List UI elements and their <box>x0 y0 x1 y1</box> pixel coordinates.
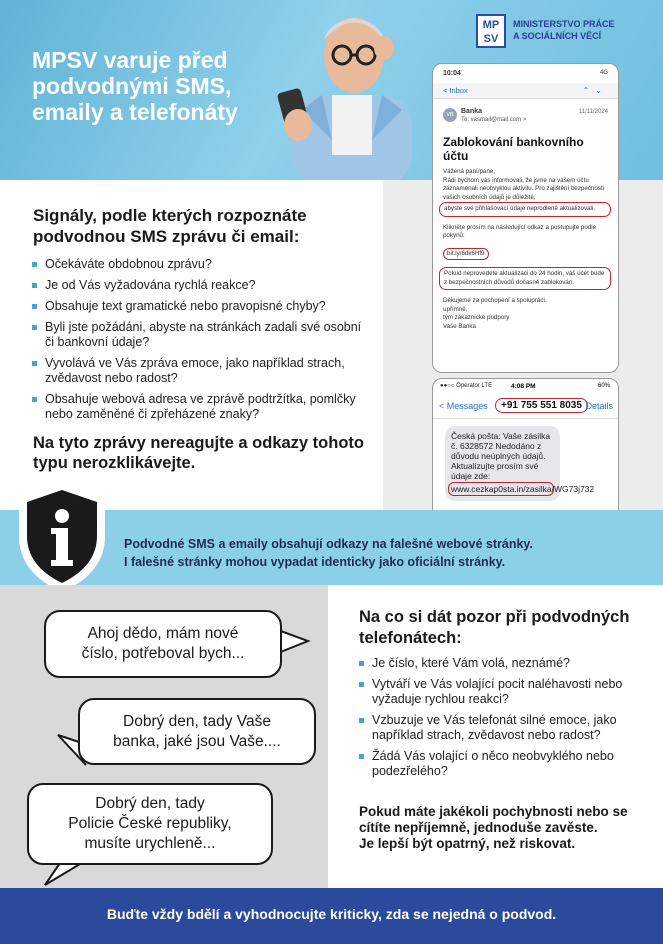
sender-number-highlight: +91 755 551 8035 <box>495 398 588 413</box>
chevron-up-icon: ⌃ <box>582 86 596 95</box>
page-title: MPSV varuje před podvodnými SMS, emaily a telefonáty <box>32 47 238 125</box>
threat-highlight: Pokud neprovedete aktualizaci do 24 hodin, váš účet bude z bezpečnostních důvodů dočasně zablokován. <box>439 267 611 290</box>
list-item: Obsahuje text gramatické nebo pravopisné chyby? <box>32 299 367 314</box>
avatar: VB <box>443 108 457 122</box>
list-item: Žádá Vás volající o něco neobvyklého nebo podezřelého? <box>359 749 634 779</box>
signals-list <box>32 257 367 428</box>
ministry-name: MINISTERSTVO PRÁCE A SOCIÁLNÍCH VĚCÍ <box>513 19 615 41</box>
list-item: Byli jste požádáni, abyste na stránkách zadali své osobní či bankovní údaje? <box>32 320 367 350</box>
square-bullet-icon <box>32 325 37 330</box>
status-time: 10:04 <box>443 70 461 77</box>
speech-bubble-grandson: Ahoj dědo, mám nové číslo, potřeboval bych... <box>44 610 282 678</box>
list-item: Vytváří ve Vás volající pocit naléhavosti nebo vyžaduje rychlou reakci? <box>359 677 634 707</box>
footer-message: Buďte vždy bdělí a vyhodnocujte kriticky, zda se nejedná o podvod. <box>106 906 557 922</box>
square-bullet-icon <box>359 661 364 666</box>
list-item: Vyvolává ve Vás zpráva emoce, jako například strach, zvědavost nebo radost? <box>32 356 367 386</box>
details-link: Details <box>585 401 613 411</box>
worried-man-with-phone-illustration <box>262 0 432 180</box>
email-date: 11/11/2024 <box>578 109 608 115</box>
status-time: 4:08 PM <box>511 383 536 390</box>
speech-bubble-police: Dobrý den, tady Policie České republiky, musíte urychleně... <box>27 783 273 865</box>
email-body: Vážená paní/pane, Rádi bychom vás informovali, že jsme na vašem účtu zaznamenali neobvyklou aktivitu. Pro zajištění bezpečnosti vašich osobních údajů je důležité, abyste své přihlašovací údaje neprodleně aktualizovali. Klikněte prosím na následující odkaz a postupujte podle pokynů: bit.ly/6dk6Hf9 Pokud neprovedete aktualizaci do 24 hodin, váš účet bude z bezpečnostních důvodů dočasně zablokován. Děkujeme za pochopení a spolupráci. upřímně, tým zákaznické podpory Vaše Banka <box>443 168 611 331</box>
status-signal: 4G <box>599 70 608 76</box>
email-sender: Banka <box>461 108 483 115</box>
square-bullet-icon <box>359 754 364 759</box>
chevron-down-icon: ⌄ <box>595 86 608 95</box>
calls-heading: Na co si dát pozor při podvodných telefonátech: <box>359 608 630 647</box>
square-bullet-icon <box>32 397 37 402</box>
email-subject: Zablokování bankovního účtu <box>443 135 584 163</box>
email-recipient: To: vasmail@mail.com > <box>461 117 527 123</box>
suspicious-link-highlight: bit.ly/6dk6Hf9 <box>443 248 489 261</box>
list-item: Vzbuzuje ve Vás telefonát silné emoce, jako například strach, zvědavost nebo radost? <box>359 713 634 743</box>
square-bullet-icon <box>359 718 364 723</box>
status-battery: 60% <box>597 383 610 389</box>
sms-message-bubble: Česká pošta: Vaše zásilka č. 6328572 Nedodáno z důvodu neúplných údajů. Aktualizujte prosím své údaje zde: www.cezkap0sta.in/zasilka/WG73j732 <box>445 426 560 501</box>
square-bullet-icon <box>32 361 37 366</box>
divider <box>433 418 618 419</box>
status-carrier: ●●○○ Operator LTE <box>440 383 493 389</box>
info-shield-icon <box>13 478 111 596</box>
square-bullet-icon <box>32 262 37 267</box>
suspicious-link-highlight: www.cezkap0sta.in/zasilka/WG73j732 <box>448 482 554 496</box>
calls-warning: Pokud máte jakékoli pochybnosti nebo se cítíte nepříjemně, jednoduše zavěste. Je lepší být opatrný, než riskovat. <box>359 804 628 851</box>
messages-back-link: < Messages <box>439 401 488 411</box>
list-item: Je od Vás vyžadována rychlá reakce? <box>32 278 367 293</box>
square-bullet-icon <box>32 304 37 309</box>
calls-list <box>359 656 634 785</box>
mail-toolbar-icons <box>583 86 608 95</box>
list-item: Očekáváte obdobnou zprávu? <box>32 257 367 272</box>
speech-bubble-bank: Dobrý den, tady Vaše banka, jaké jsou Vaše.... <box>78 698 316 765</box>
mpsv-logo: MP SV <box>476 14 506 48</box>
square-bullet-icon <box>359 682 364 687</box>
sms-phone-mockup <box>432 378 619 523</box>
info-message: Podvodné SMS a emaily obsahují odkazy na falešné webové stránky. I falešné stránky mohou vypadat identicky jako oficiální stránky. <box>124 537 533 569</box>
suspicious-request-highlight: abyste své přihlašovací údaje neprodleně aktualizovali. <box>439 202 611 217</box>
list-item: Obsahuje webová adresa ve zprávě podtržítka, pomlčky nebo zaměněné či zpřeházené znaky? <box>32 392 367 422</box>
signals-heading: Signály, podle kterých rozpoznáte podvodnou SMS zprávu či email: <box>33 206 307 246</box>
email-phone-mockup <box>432 63 619 373</box>
square-bullet-icon <box>32 283 37 288</box>
list-item: Je číslo, které Vám volá, neznámé? <box>359 656 634 671</box>
inbox-back-link: < Inbox <box>443 86 468 95</box>
signals-warning: Na tyto zprávy nereagujte a odkazy tohoto typu nerozklikávejte. <box>33 434 364 472</box>
